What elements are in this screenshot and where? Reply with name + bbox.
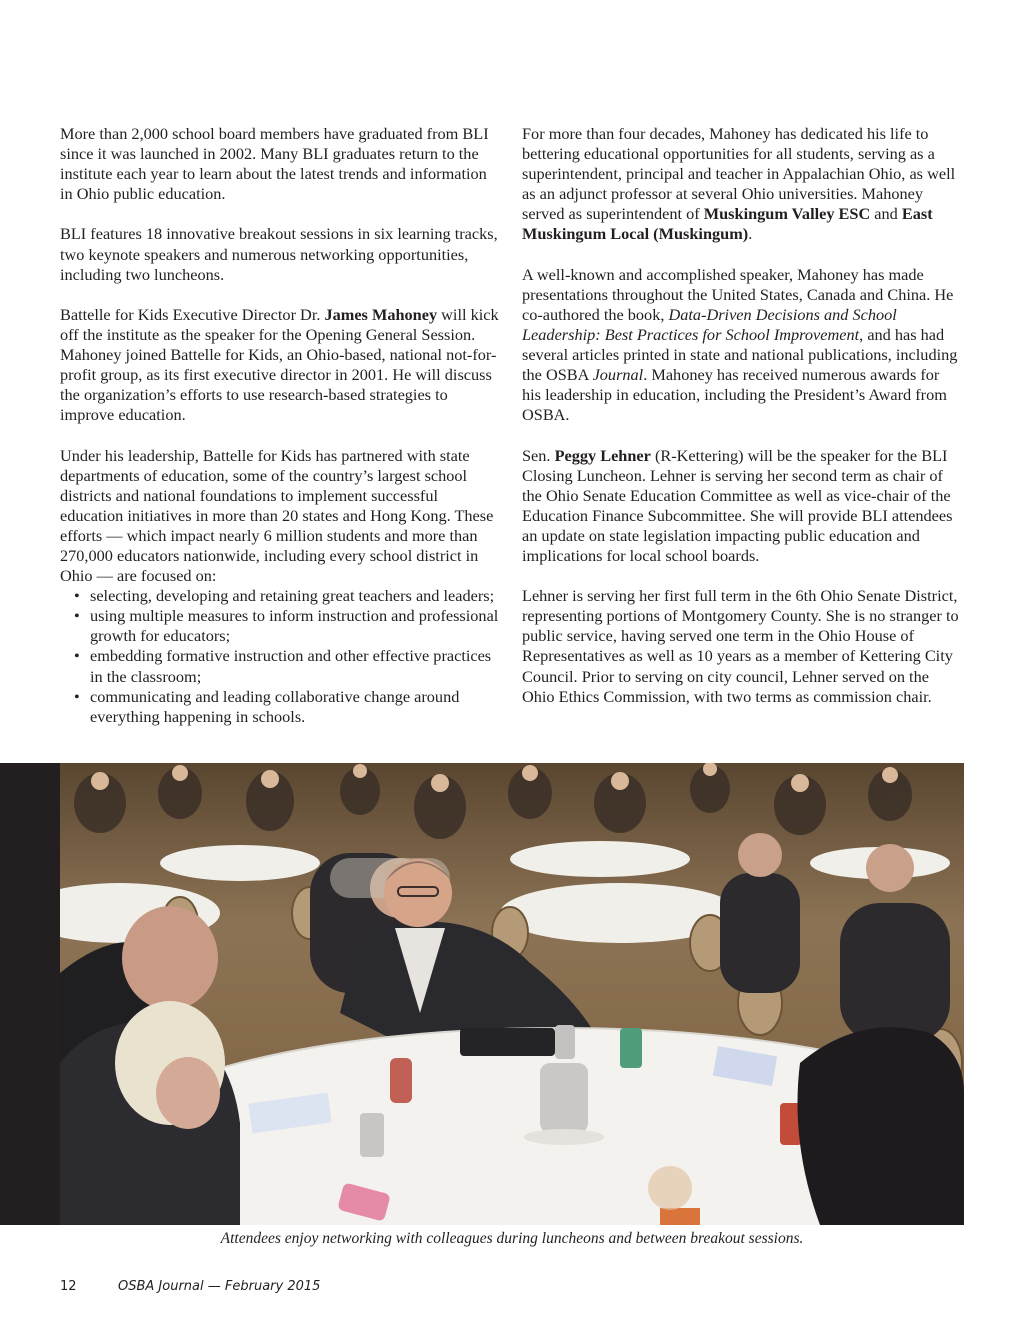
journal-name: Journal — [592, 365, 644, 385]
paragraph-closing-speaker — [522, 446, 962, 567]
publication-footer: OSBA Journal — February 2015 — [118, 1279, 321, 1294]
focus-list — [60, 586, 500, 727]
side-bar — [0, 763, 60, 1225]
text-run: . Mahoney has received numerous awards for his leadership in education, including the President’s Award from OSBA. — [522, 365, 947, 425]
district-name-muskingum-valley: Muskingum Valley ESC — [703, 204, 871, 224]
list-item — [60, 606, 500, 646]
paragraph-mahoney-speaker — [522, 265, 962, 426]
text-run: (R-Kettering) will be the speaker for the BLI Closing Luncheon. Lehner is serving her second term as chair of the Ohio Senate Education Committee as well as vice-chair of the Education Finance Subcommittee. She will provide BLI attendees an update on state legislation impacting public education and implications for local school boards. — [522, 445, 953, 565]
text-run: will kick off the institute as the speaker for the Opening General Session. Mahoney joined Battelle for Kids, an Ohio-based, national not-for-profit group, as its first executive director in 2001. He will discuss the organization’s efforts to use research-based strategies to improve education. — [60, 304, 499, 425]
paragraph-bli-graduates: More than 2,000 school board members have graduated from BLI since it was launched in 2002. Many BLI graduates return to the institute each year to learn about the latest trends and information in Ohio public education. — [60, 124, 489, 204]
bullet-icon: • — [74, 586, 80, 606]
text-run: . — [748, 224, 753, 244]
text-run: For more than four decades, Mahoney has dedicated his life to bettering educational opportunities for all students, serving as a superintendent, principal and teacher in Appalachian Ohio, as well as an adjunct professor at several Ohio universities. Mahoney served as superintendent of — [522, 124, 956, 224]
paragraph-opening-speaker — [60, 305, 500, 426]
list-item-text: communicating and leading collaborative change around everything happening in schools. — [90, 686, 460, 726]
list-item — [60, 586, 500, 606]
district-name-east-muskingum: East Muskingum Local (Muskingum) — [522, 204, 933, 244]
speaker-name-lehner: Peggy Lehner — [554, 445, 651, 465]
luncheon-photo-illustration — [60, 763, 964, 1225]
list-item-text: embedding formative instruction and other effective practices in the classroom; — [90, 646, 492, 686]
text-run: Sen. — [522, 445, 555, 465]
list-item — [60, 646, 500, 686]
bullet-icon: • — [74, 646, 80, 666]
paragraph-lehner-career: Lehner is serving her first full term in the 6th Ohio Senate District, representing portions of Montgomery County. She is no stranger to public service, having served one term in the Ohio House of Representatives as well as 10 years as a member of Kettering City Council. Prior to serving on city council, Lehner served on the Ohio Ethics Commission, with two terms as commission chair. — [522, 586, 959, 706]
paragraph-bli-features: BLI features 18 innovative breakout sessions in six learning tracks, two keynote speakers and numerous networking opportunities, including two luncheons. — [60, 224, 498, 284]
text-run: Battelle for Kids Executive Director Dr. — [60, 304, 325, 324]
left-column — [60, 124, 500, 727]
page-number: 12 — [60, 1279, 77, 1294]
photo-caption: Attendees enjoy networking with colleagues during luncheons and between breakout sessions. — [220, 1230, 804, 1247]
list-item — [60, 687, 500, 727]
list-item-text: using multiple measures to inform instruction and professional growth for educators; — [90, 606, 499, 646]
book-title: Data-Driven Decisions and School Leadership: Best Practices for School Improvement — [522, 304, 897, 344]
list-item-text: selecting, developing and retaining great teachers and leaders; — [90, 586, 495, 606]
right-column — [522, 124, 962, 707]
bullet-icon: • — [74, 686, 80, 706]
bullet-icon: • — [74, 606, 80, 626]
text-run: , and has had several articles printed in state and national publications, including the OSBA — [522, 324, 958, 385]
text-run: A well-known and accomplished speaker, Mahoney has made presentations throughout the United States, Canada and China. He co-authored the book, — [522, 264, 954, 324]
paragraph-mahoney-career — [522, 124, 962, 245]
speaker-name-mahoney: James Mahoney — [324, 304, 438, 324]
paragraph-battelle-leadership: Under his leadership, Battelle for Kids has partnered with state departments of education, some of the country’s largest school districts and national foundations to implement successful education initiatives in more than 20 states and Hong Kong. These efforts — which impact nearly 6 million students and more than 270,000 educators nationwide, including every school district in Ohio — are focused on: — [60, 445, 494, 586]
text-run: and — [870, 204, 902, 224]
luncheon-photo — [60, 763, 964, 1225]
